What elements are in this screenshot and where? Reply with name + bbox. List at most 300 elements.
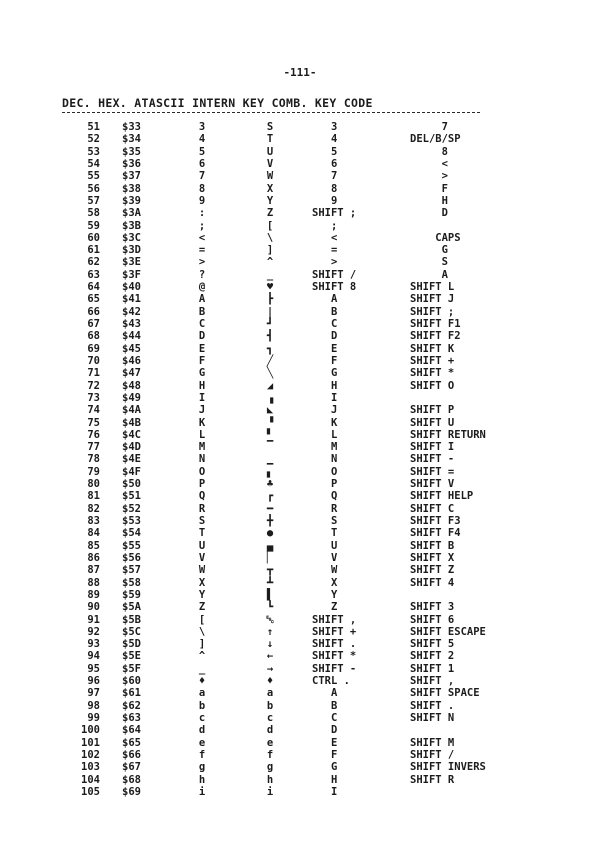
- hex-cell: $67: [122, 761, 141, 774]
- atascii-char-cell: e: [198, 736, 206, 749]
- atascii-char-cell: 7: [198, 170, 206, 183]
- intern-char-cell: ▁: [266, 453, 274, 466]
- table-row: [0, 269, 600, 281]
- table-row: [0, 392, 600, 404]
- atascii-char-cell: f: [198, 748, 206, 761]
- key-combination-cell: <: [312, 231, 338, 244]
- dec-cell: 72: [87, 379, 100, 392]
- intern-char-cell: ▔: [266, 441, 274, 454]
- atascii-char-cell: 6: [198, 157, 206, 170]
- key-combination-cell: I: [312, 391, 338, 404]
- hex-cell: $3E: [122, 256, 141, 269]
- intern-char-cell: e: [266, 736, 274, 749]
- hex-cell: $4D: [122, 441, 141, 454]
- table-row: [0, 441, 600, 453]
- hex-cell: $3C: [122, 231, 141, 244]
- table-row: [0, 318, 600, 330]
- hex-cell: $3B: [122, 219, 141, 232]
- atascii-char-cell: ;: [198, 219, 206, 232]
- header-key-comb: KEY COMB.: [242, 96, 308, 110]
- key-code-cell: SHIFT *: [410, 367, 455, 380]
- hex-cell: $5D: [122, 638, 141, 651]
- key-combination-cell: SHIFT /: [312, 268, 357, 281]
- atascii-char-cell: 9: [198, 194, 206, 207]
- dec-cell: 69: [87, 342, 100, 355]
- dec-cell: 91: [87, 613, 100, 626]
- hex-cell: $57: [122, 564, 141, 577]
- table-row: [0, 786, 600, 798]
- hex-cell: $66: [122, 748, 141, 761]
- atascii-char-cell: 3: [198, 121, 206, 133]
- dec-cell: 55: [87, 170, 100, 183]
- atascii-char-cell: U: [198, 539, 206, 552]
- intern-char-cell: U: [266, 145, 274, 158]
- atascii-char-cell: A: [198, 293, 206, 306]
- dec-cell: 70: [87, 354, 100, 367]
- table-row: [0, 761, 600, 773]
- table-header: [62, 96, 492, 110]
- key-combination-cell: A: [312, 687, 338, 700]
- table-row: [0, 626, 600, 638]
- table-row: [0, 466, 600, 478]
- table-row: [0, 700, 600, 712]
- hex-cell: $4B: [122, 416, 141, 429]
- atascii-char-cell: ?: [198, 268, 206, 281]
- dec-cell: 75: [87, 416, 100, 429]
- intern-char-cell: ┓: [266, 342, 274, 355]
- key-combination-cell: 7: [312, 170, 338, 183]
- atascii-char-cell: F: [198, 354, 206, 367]
- atascii-char-cell: R: [198, 502, 206, 515]
- dec-cell: 90: [87, 601, 100, 614]
- hex-cell: $4A: [122, 404, 141, 417]
- key-code-cell: SHIFT M: [410, 736, 455, 749]
- dec-cell: 74: [87, 404, 100, 417]
- hex-cell: $51: [122, 490, 141, 503]
- atascii-char-cell: ]: [198, 638, 206, 651]
- key-combination-cell: P: [312, 478, 338, 491]
- intern-char-cell: ◢: [266, 379, 274, 392]
- table-row: [0, 232, 600, 244]
- header-key-code: KEY CODE: [314, 96, 373, 110]
- dec-cell: 65: [87, 293, 100, 306]
- dec-cell: 97: [87, 687, 100, 700]
- table-row: [0, 121, 600, 133]
- key-combination-cell: D: [312, 724, 338, 737]
- table-row: [0, 540, 600, 552]
- hex-cell: $34: [122, 133, 141, 146]
- hex-cell: $5F: [122, 662, 141, 675]
- intern-char-cell: \: [266, 231, 274, 244]
- dec-cell: 92: [87, 625, 100, 638]
- header-hex: HEX.: [98, 96, 128, 110]
- key-combination-cell: L: [312, 428, 338, 441]
- table-row: [0, 367, 600, 379]
- dec-cell: 85: [87, 539, 100, 552]
- table-row: [0, 453, 600, 465]
- atascii-char-cell: C: [198, 318, 206, 330]
- intern-char-cell: ←: [266, 650, 274, 663]
- atascii-char-cell: E: [198, 342, 206, 355]
- key-combination-cell: 4: [312, 133, 338, 146]
- table-row: [0, 404, 600, 416]
- hex-cell: $42: [122, 305, 141, 318]
- key-combination-cell: U: [312, 539, 338, 552]
- key-code-cell: SHIFT V: [410, 478, 455, 491]
- key-code-cell: 7: [410, 121, 448, 133]
- table-row: [0, 552, 600, 564]
- key-combination-cell: 8: [312, 182, 338, 195]
- hex-cell: $45: [122, 342, 141, 355]
- hex-cell: $3D: [122, 244, 141, 257]
- table-row: [0, 589, 600, 601]
- atascii-char-cell: X: [198, 576, 206, 589]
- table-row: [0, 601, 600, 613]
- key-combination-cell: 5: [312, 145, 338, 158]
- key-combination-cell: F: [312, 748, 338, 761]
- hex-cell: $68: [122, 773, 141, 786]
- key-combination-cell: R: [312, 502, 338, 515]
- intern-char-cell: c: [266, 712, 274, 724]
- key-code-cell: SHIFT 4: [410, 576, 455, 589]
- hex-cell: $3A: [122, 207, 141, 220]
- dec-cell: 79: [87, 465, 100, 478]
- key-code-cell: D: [410, 207, 448, 220]
- key-combination-cell: Y: [312, 588, 338, 601]
- dec-cell: 81: [87, 490, 100, 503]
- dec-cell: 84: [87, 527, 100, 540]
- key-code-cell: SHIFT R: [410, 773, 455, 786]
- key-code-cell: SHIFT 1: [410, 662, 455, 675]
- intern-char-cell: ┳: [266, 564, 274, 577]
- atascii-char-cell: 8: [198, 182, 206, 195]
- key-code-cell: SHIFT -: [410, 453, 455, 466]
- table-row: [0, 170, 600, 182]
- intern-char-cell: ↓: [266, 638, 274, 651]
- hex-cell: $69: [122, 785, 141, 798]
- table-row: [0, 281, 600, 293]
- hex-cell: $5C: [122, 625, 141, 638]
- intern-char-cell: ]: [266, 244, 274, 257]
- table-row: [0, 724, 600, 736]
- character-code-table: [0, 121, 600, 798]
- key-combination-cell: SHIFT ,: [312, 613, 357, 626]
- hex-cell: $44: [122, 330, 141, 343]
- atascii-char-cell: 5: [198, 145, 206, 158]
- intern-char-cell: ▌: [266, 588, 274, 601]
- dec-cell: 64: [87, 281, 100, 294]
- dec-cell: 77: [87, 441, 100, 454]
- dec-cell: 58: [87, 207, 100, 220]
- intern-char-cell: ♦: [266, 675, 274, 688]
- hex-cell: $3F: [122, 268, 141, 281]
- dec-cell: 88: [87, 576, 100, 589]
- hex-cell: $53: [122, 515, 141, 527]
- hex-cell: $41: [122, 293, 141, 306]
- hex-cell: $47: [122, 367, 141, 380]
- dec-cell: 52: [87, 133, 100, 146]
- key-code-cell: SHIFT U: [410, 416, 455, 429]
- dec-cell: 78: [87, 453, 100, 466]
- key-code-cell: F: [410, 182, 448, 195]
- dec-cell: 76: [87, 428, 100, 441]
- dec-cell: 68: [87, 330, 100, 343]
- hex-cell: $4E: [122, 453, 141, 466]
- key-code-cell: SHIFT F1: [410, 318, 461, 330]
- key-combination-cell: O: [312, 465, 338, 478]
- dec-cell: 96: [87, 675, 100, 688]
- intern-char-cell: ┗: [266, 601, 274, 614]
- table-row: [0, 577, 600, 589]
- table-row: [0, 183, 600, 195]
- hex-cell: $58: [122, 576, 141, 589]
- hex-cell: $50: [122, 478, 141, 491]
- atascii-char-cell: 4: [198, 133, 206, 146]
- hex-cell: $43: [122, 318, 141, 330]
- hex-cell: $38: [122, 182, 141, 195]
- dec-cell: 60: [87, 231, 100, 244]
- dec-cell: 95: [87, 662, 100, 675]
- table-row: [0, 687, 600, 699]
- atascii-char-cell: W: [198, 564, 206, 577]
- key-combination-cell: T: [312, 527, 338, 540]
- table-row: [0, 220, 600, 232]
- intern-char-cell: ▖: [266, 465, 274, 478]
- hex-cell: $60: [122, 675, 141, 688]
- table-row: [0, 478, 600, 490]
- key-code-cell: SHIFT 6: [410, 613, 455, 626]
- intern-char-cell: _: [266, 268, 274, 281]
- hex-cell: $33: [122, 121, 141, 133]
- key-combination-cell: E: [312, 342, 338, 355]
- dec-cell: 61: [87, 244, 100, 257]
- hex-cell: $4F: [122, 465, 141, 478]
- table-row: [0, 355, 600, 367]
- key-combination-cell: H: [312, 773, 338, 786]
- atascii-char-cell: Y: [198, 588, 206, 601]
- intern-char-cell: ╋: [266, 515, 274, 527]
- table-row: [0, 293, 600, 305]
- key-code-cell: SHIFT F4: [410, 527, 461, 540]
- intern-char-cell: X: [266, 182, 274, 195]
- key-combination-cell: M: [312, 441, 338, 454]
- key-code-cell: A: [410, 268, 448, 281]
- dec-cell: 82: [87, 502, 100, 515]
- key-code-cell: SHIFT O: [410, 379, 455, 392]
- hex-cell: $65: [122, 736, 141, 749]
- hex-cell: $64: [122, 724, 141, 737]
- dec-cell: 83: [87, 515, 100, 527]
- key-code-cell: SHIFT N: [410, 712, 455, 724]
- table-row: [0, 207, 600, 219]
- atascii-char-cell: _: [198, 662, 206, 675]
- atascii-char-cell: c: [198, 712, 206, 724]
- dec-cell: 62: [87, 256, 100, 269]
- intern-char-cell: ╲: [266, 367, 274, 380]
- intern-char-cell: Z: [266, 207, 274, 220]
- key-code-cell: SHIFT F3: [410, 515, 461, 527]
- table-row: [0, 146, 600, 158]
- dec-cell: 86: [87, 551, 100, 564]
- dec-cell: 67: [87, 318, 100, 330]
- intern-char-cell: i: [266, 785, 274, 798]
- key-combination-cell: SHIFT -: [312, 662, 357, 675]
- key-code-cell: SHIFT K: [410, 342, 455, 355]
- key-combination-cell: F: [312, 354, 338, 367]
- atascii-char-cell: N: [198, 453, 206, 466]
- key-code-cell: SHIFT Z: [410, 564, 455, 577]
- header-dec: DEC.: [62, 96, 91, 110]
- intern-char-cell: T: [266, 133, 274, 146]
- key-code-cell: SHIFT /: [410, 748, 455, 761]
- key-combination-cell: >: [312, 256, 338, 269]
- atascii-char-cell: =: [198, 244, 206, 257]
- atascii-char-cell: P: [198, 478, 206, 491]
- key-code-cell: SHIFT RETURN: [410, 428, 486, 441]
- atascii-char-cell: >: [198, 256, 206, 269]
- hex-cell: $5B: [122, 613, 141, 626]
- intern-char-cell: [: [266, 219, 274, 232]
- key-code-cell: SHIFT X: [410, 551, 455, 564]
- dec-cell: 89: [87, 588, 100, 601]
- table-row: [0, 564, 600, 576]
- intern-char-cell: ┛: [266, 318, 274, 330]
- intern-char-cell: ┏: [266, 490, 274, 503]
- key-combination-cell: H: [312, 379, 338, 392]
- intern-char-cell: ␛: [265, 613, 275, 626]
- table-row: [0, 737, 600, 749]
- key-code-cell: SHIFT ESCAPE: [410, 625, 486, 638]
- key-combination-cell: Z: [312, 601, 338, 614]
- intern-char-cell: ┫: [266, 330, 274, 343]
- dec-cell: 59: [87, 219, 100, 232]
- key-combination-cell: C: [312, 712, 338, 724]
- atascii-char-cell: g: [198, 761, 206, 774]
- atascii-char-cell: O: [198, 465, 206, 478]
- hex-cell: $5A: [122, 601, 141, 614]
- hex-cell: $62: [122, 699, 141, 712]
- atascii-char-cell: Q: [198, 490, 206, 503]
- table-row: [0, 774, 600, 786]
- intern-char-cell: ▄: [266, 539, 274, 552]
- key-combination-cell: ;: [312, 219, 338, 232]
- atascii-char-cell: S: [198, 515, 206, 527]
- hex-cell: $49: [122, 391, 141, 404]
- atascii-char-cell: ♦: [198, 675, 206, 688]
- hex-cell: $52: [122, 502, 141, 515]
- hex-cell: $35: [122, 145, 141, 158]
- intern-char-cell: f: [266, 748, 274, 761]
- intern-char-cell: ▘: [266, 428, 274, 441]
- key-code-cell: S: [410, 256, 448, 269]
- atascii-char-cell: T: [198, 527, 206, 540]
- table-row: [0, 663, 600, 675]
- intern-char-cell: ┻: [266, 576, 274, 589]
- atascii-char-cell: Z: [198, 601, 206, 614]
- hex-cell: $59: [122, 588, 141, 601]
- hex-cell: $56: [122, 551, 141, 564]
- atascii-char-cell: b: [198, 699, 206, 712]
- table-row: [0, 133, 600, 145]
- hex-cell: $54: [122, 527, 141, 540]
- atascii-char-cell: d: [198, 724, 206, 737]
- table-row: [0, 527, 600, 539]
- atascii-char-cell: B: [198, 305, 206, 318]
- atascii-char-cell: \: [198, 625, 206, 638]
- key-code-cell: SHIFT I: [410, 441, 455, 454]
- table-row: [0, 244, 600, 256]
- key-combination-cell: A: [312, 293, 338, 306]
- dec-cell: 99: [87, 712, 100, 724]
- dec-cell: 100: [81, 724, 100, 737]
- hex-cell: $46: [122, 354, 141, 367]
- dec-cell: 98: [87, 699, 100, 712]
- key-combination-cell: W: [312, 564, 338, 577]
- atascii-char-cell: i: [198, 785, 206, 798]
- key-combination-cell: Q: [312, 490, 338, 503]
- key-code-cell: SHIFT F2: [410, 330, 461, 343]
- hex-cell: $40: [122, 281, 141, 294]
- intern-char-cell: g: [266, 761, 274, 774]
- hex-cell: $37: [122, 170, 141, 183]
- key-combination-cell: S: [312, 515, 338, 527]
- dec-cell: 51: [87, 121, 100, 133]
- dec-cell: 54: [87, 157, 100, 170]
- intern-char-cell: h: [266, 773, 274, 786]
- dec-cell: 101: [81, 736, 100, 749]
- atascii-char-cell: @: [198, 281, 206, 294]
- key-code-cell: SHIFT =: [410, 465, 455, 478]
- dec-cell: 66: [87, 305, 100, 318]
- intern-char-cell: ▗: [266, 391, 274, 404]
- intern-char-cell: ━: [266, 502, 274, 515]
- atascii-char-cell: I: [198, 391, 206, 404]
- dec-cell: 102: [81, 748, 100, 761]
- key-code-cell: <: [410, 157, 448, 170]
- header-divider: [62, 112, 480, 113]
- key-code-cell: SHIFT .: [410, 699, 455, 712]
- key-code-cell: SHIFT J: [410, 293, 455, 306]
- key-combination-cell: V: [312, 551, 338, 564]
- hex-cell: $61: [122, 687, 141, 700]
- hex-cell: $63: [122, 712, 141, 724]
- atascii-char-cell: V: [198, 551, 206, 564]
- key-combination-cell: 6: [312, 157, 338, 170]
- hex-cell: $5E: [122, 650, 141, 663]
- hex-cell: $4C: [122, 428, 141, 441]
- table-row: [0, 712, 600, 724]
- intern-char-cell: →: [266, 662, 274, 675]
- atascii-char-cell: [: [198, 613, 206, 626]
- atascii-char-cell: G: [198, 367, 206, 380]
- hex-cell: $36: [122, 157, 141, 170]
- dec-cell: 105: [81, 785, 100, 798]
- dec-cell: 94: [87, 650, 100, 663]
- key-combination-cell: D: [312, 330, 338, 343]
- dec-cell: 104: [81, 773, 100, 786]
- key-combination-cell: CTRL .: [312, 675, 350, 688]
- intern-char-cell: W: [266, 170, 274, 183]
- dec-cell: 93: [87, 638, 100, 651]
- hex-cell: $39: [122, 194, 141, 207]
- key-combination-cell: SHIFT 8: [312, 281, 357, 294]
- key-combination-cell: B: [312, 699, 338, 712]
- key-combination-cell: =: [312, 244, 338, 257]
- table-row: [0, 490, 600, 502]
- atascii-char-cell: L: [198, 428, 206, 441]
- table-row: [0, 330, 600, 342]
- atascii-char-cell: K: [198, 416, 206, 429]
